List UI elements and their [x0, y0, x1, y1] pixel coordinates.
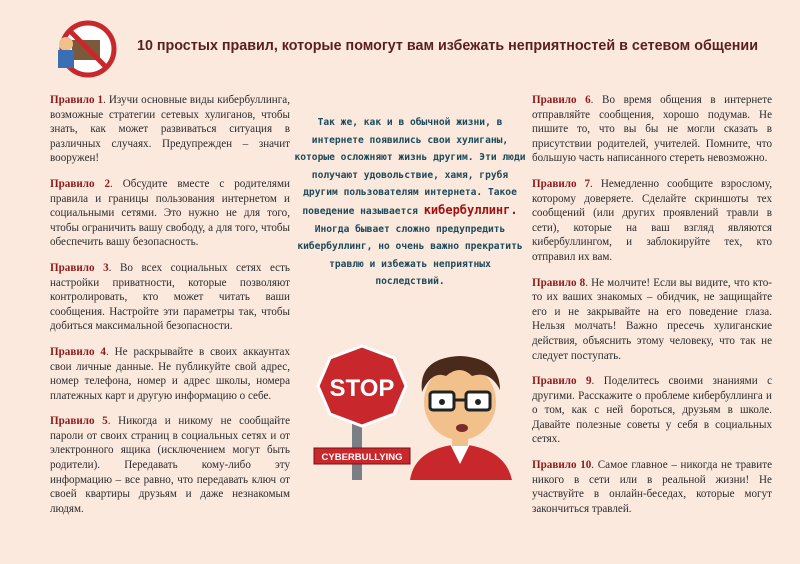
no-bullying-logo	[48, 20, 122, 78]
rule-10: Правило 10. Самое главное – никогда не травите никого в сети или в реальной жизни! Не участвуйте в онлайн-беседах, которые могут закончиться травлей.	[532, 459, 773, 515]
intro-text: Так же, как и в обычной жизни, в интернете появились свои хулиганы, которые осложняют жизнь другим. Эти люди получают удовольствие, хамя, грубя другим пользователям интернета. Такое поведение называется кибербуллинг. Иногда бывает сложно предупредить кибербуллинг, но очень важно прекратить травлю и избежать неприятных последствий.	[294, 117, 526, 288]
stop-sign-text: STOP	[329, 375, 395, 402]
rules-left-column	[50, 93, 290, 527]
rule-7: Правило 7. Немедленно сообщите взрослому, которому доверяете. Сделайте скриншоты тех сообщений (или других проявлений травли в сети), которые на ваш взгляд являются кибербуллингом, и заблокируйте тех, кто отправил их вам.	[532, 177, 772, 263]
rule-3: Правило 3. Во всех социальных сетях есть настройки приватности, которые позволяют контролировать, кто может читать ваши сообщения. Настройте эти параметры так, чтобы добиться максимальной безопасности.	[50, 261, 290, 333]
rule-2: Правило 2. Обсудите вместе с родителями правила и границы пользования интернетом и социальными сетями. Это нужно не для того, чтобы ограничить вашу свободу, а для того, чтобы обеспечить вашу безопасность.	[50, 177, 290, 249]
cyberbullying-highlight: кибербуллинг.	[423, 202, 518, 217]
page-title: 10 простых правил, которые помогут вам избежать неприятностей в сетевом общении	[137, 38, 759, 54]
rule-6: Правило 6. Во время общения в интернете отправляйте сообщения, хорошо подумав. Не пишите то, что вы бы не могли сказать в присутствии родителей, учителей. Помните, что большую часть написанного стереть невозможно.	[532, 94, 772, 165]
cyberbullying-banner: CYBERBULLYING	[321, 452, 403, 463]
rule-8: Правило 8. Не молчите! Если вы видите, что кто-то их ваших знакомых – обидчик, не защищайте его и не закрывайте на его поведение глаза. Нельзя молчать! Важно пресечь хулиганские действия, объяснить этому человеку, что так не следует поступать.	[532, 276, 772, 362]
rules-right-column	[532, 93, 772, 527]
rule-5: Правило 5. Никогда и никому не сообщайте пароли от своих страниц в социальных сетях и от электронного ящика (исключением могут быть родители). Передавать кому-либо эту информацию – все равно, что передавать ключ от своей квартиры друзьям и даже незнакомым людям.	[50, 415, 291, 515]
rule-9: Правило 9. Поделитесь своими знаниями с другими. Расскажите о проблеме кибербуллинга и о том, как с ней бороться, друзьям в школе. Давайте полезные советы у себя в социальных сетях.	[532, 375, 772, 446]
stop-cyberbullying-illustration	[300, 340, 525, 480]
rule-4: Правило 4. Не раскрывайте в своих аккаунтах свои личные данные. Не публикуйте свой адрес, номер телефона, номер и адрес школы, номера платежных карт и другую информацию о себе.	[50, 345, 290, 402]
boy-cartoon	[410, 356, 512, 480]
rule-1: Правило 1. Изучи основные виды кибербуллинга, возможные стратегии сетевых хулиганов, чтобы знать, как может развиваться ситуация в различных случаях. Предупрежден – значит вооружен!	[50, 94, 290, 165]
